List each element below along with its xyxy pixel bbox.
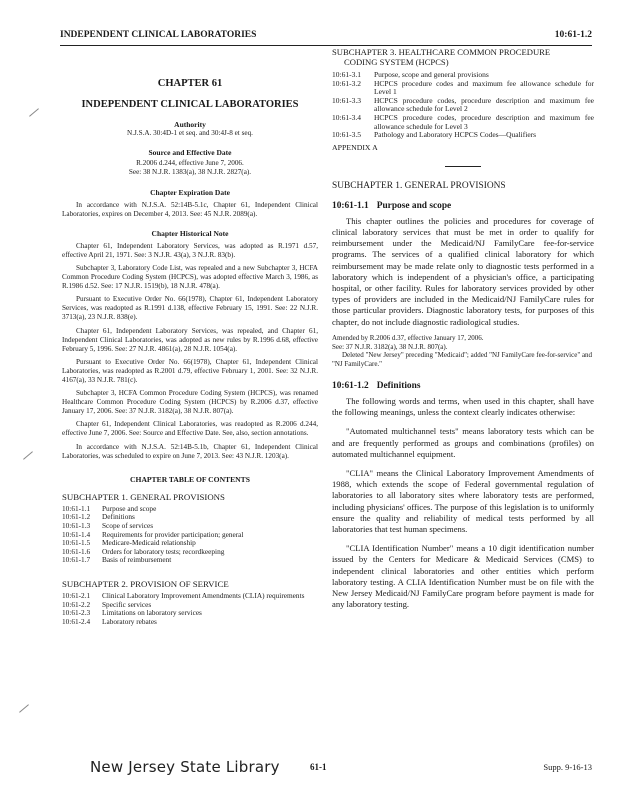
toc-item-number: 10:61-1.6 bbox=[62, 546, 91, 556]
toc-item-title: Specific services bbox=[102, 599, 152, 609]
section-title: Purpose and scope bbox=[376, 200, 452, 211]
toc-item-number: 10:61-1.5 bbox=[62, 538, 91, 548]
section-title: Definitions bbox=[376, 380, 421, 391]
margin-mark bbox=[19, 704, 29, 712]
toc-item-number: 10:61-2.2 bbox=[62, 599, 91, 609]
toc-item-title: Laboratory rebates bbox=[102, 616, 157, 626]
toc-item-title: Orders for laboratory tests; recordkeeping bbox=[102, 546, 225, 556]
toc-item-title: Pathology and Laboratory HCPCS Codes—Qualifiers bbox=[374, 130, 537, 140]
toc-item[interactable] bbox=[62, 548, 318, 557]
toc-item-number: 10:61-1.3 bbox=[62, 520, 91, 530]
definition-automated-multichannel-tests: "Automated multichannel tests" means laboratory tests which can be and are frequently performed as groups and combinations (profiles) on automated multichannel equipment. bbox=[332, 426, 594, 459]
history-note: Pursuant to Executive Order No. 66(1978), Chapter 61, Independent Laboratory Services, was readopted as R.1991 d.138, effective February 15, 1991. See: 22 N.J.R. 3713(a), 23 N.J.R. 838(e). bbox=[62, 295, 318, 322]
toc-item-number: 10:61-3.2 bbox=[332, 78, 361, 88]
authority-label: Authority bbox=[174, 120, 206, 129]
toc-item[interactable] bbox=[332, 80, 594, 97]
section-divider bbox=[445, 166, 481, 167]
toc-item-number: 10:61-1.7 bbox=[62, 555, 91, 565]
toc-item-title: Limitations on laboratory services bbox=[102, 608, 202, 618]
toc-item-title: Purpose, scope and general provisions bbox=[374, 70, 489, 79]
toc-item-number: 10:61-3.4 bbox=[332, 112, 361, 122]
toc-item-number: 10:61-1.2 bbox=[62, 512, 91, 522]
toc-item-title: HCPCS procedure codes and maximum fee allowance schedule for Level 1 bbox=[374, 78, 594, 97]
toc-item-title: Scope of services bbox=[102, 520, 154, 530]
definition-clia-identification-number: "CLIA Identification Number" means a 10 digit identification number issued by the Centers for Medicare & Medicaid Services (CMS) to independent clinical laboratories and other entities which perform laboratory testing. A CLIA Identification Number must be on file with the New Jersey Medicaid/NJ FamilyCare program before payment is made for any laboratory testing. bbox=[332, 543, 594, 610]
toc-item[interactable] bbox=[62, 505, 318, 514]
toc-subchapter-2-title: SUBCHAPTER 2. PROVISION OF SERVICE bbox=[62, 578, 229, 589]
toc-subchapter-3-list bbox=[332, 71, 594, 140]
toc-appendix[interactable]: APPENDIX A bbox=[332, 142, 378, 152]
section-number: 10:61-1.2 bbox=[332, 380, 369, 391]
toc-item-title: Basis of reimbursement bbox=[102, 555, 172, 565]
page-footer bbox=[60, 758, 592, 778]
history-label: Chapter Historical Note bbox=[151, 228, 229, 238]
right-column bbox=[332, 47, 594, 610]
history-note: In accordance with N.J.S.A. 52:14B-5.1b, Chapter 61, Independent Clinical Laboratories, was scheduled to expire on June 7, 2013. See: 43 N.J.R. 1203(a). bbox=[62, 442, 318, 460]
library-stamp-logo: New Jersey State Library bbox=[90, 758, 280, 776]
section-1-2-intro: The following words and terms, when used in this chapter, shall have the following meanings, unless the context clearly indicates otherwise: bbox=[332, 395, 594, 418]
history-note: Subchapter 3, HCFA Common Procedure Coding System (HCPCS), was renamed Healthcare Common Procedure Coding System (HCPCS) by R.2006 d.37, effective January 17, 2006. See: 37 N.J.R. 3182(a), 38 N.J.R. 807(a). bbox=[62, 389, 318, 416]
source-text: R.2006 d.244, effective June 7, 2006. bbox=[136, 159, 244, 168]
subchapter-1-title: SUBCHAPTER 1. GENERAL PROVISIONS bbox=[332, 180, 506, 191]
toc-item-number: 10:61-1.4 bbox=[62, 529, 91, 539]
toc-item[interactable] bbox=[62, 609, 318, 618]
toc-subchapter-1-title: SUBCHAPTER 1. GENERAL PROVISIONS bbox=[62, 491, 225, 502]
toc-subchapter-3-title-line2: CODING SYSTEM (HCPCS) bbox=[344, 57, 449, 67]
toc-item-title: Requirements for provider participation; general bbox=[102, 529, 244, 539]
history-note: Chapter 61, Independent Laboratory Services, was repealed, and Chapter 61, Independent Clinical Laboratories, was adopted as new rules by R.1996 d.68, effective February 5, 1996. See: 27 N.J.R. 4861(a), 28 N.J.R. 1054(a). bbox=[62, 326, 318, 353]
history-note: Subchapter 3, Laboratory Code List, was repealed and a new Subchapter 3, HCFA Common Procedure Coding System (HCPCS), was adopted effective March 3, 1986, as R.1986 d.52. See: 17 N.J.R. 1519(b), 18 N.J.R. 478(a). bbox=[62, 263, 318, 291]
section-number: 10:61-1.1 bbox=[332, 200, 369, 211]
amendment-line: Amended by R.2006 d.37, effective January 17, 2006. bbox=[332, 333, 484, 342]
expiration-text: In accordance with N.J.S.A. 52:14B-5.1c, Chapter 61, Independent Clinical Laboratories, expires on December 4, 2013. See: 45 N.J.R. 2089(a). bbox=[62, 200, 318, 218]
amendment-line: Deleted "New Jersey" preceding "Medicaid"; added "NJ FamilyCare fee-for-service" and "NJ FamilyCare." bbox=[332, 351, 593, 369]
toc-item-title: Definitions bbox=[102, 512, 135, 522]
toc-item-number: 10:61-1.1 bbox=[62, 503, 91, 513]
toc-item-number: 10:61-3.1 bbox=[332, 70, 361, 79]
toc-item-title: HCPCS procedure codes, procedure description and maximum fee allowance schedule for Level 2 bbox=[374, 95, 594, 114]
supplement-date: Supp. 9-16-13 bbox=[543, 762, 592, 772]
authority-text: N.J.S.A. 30:4D-1 et seq. and 30:4J-8 et seq. bbox=[127, 129, 253, 137]
margin-mark bbox=[29, 108, 39, 116]
amendment-note bbox=[332, 334, 594, 369]
toc-item[interactable] bbox=[62, 556, 318, 565]
left-column bbox=[62, 78, 318, 626]
toc-item-title: Medicare-Medicaid relationship bbox=[102, 538, 196, 548]
history-note: Chapter 61, Independent Clinical Laboratories, was readopted as R.2006 d.244, effective June 7, 2006. See: Source and Effective Date. See, also, section annotations. bbox=[62, 420, 318, 438]
toc-item-number: 10:61-3.5 bbox=[332, 130, 361, 140]
history-note: Pursuant to Executive Order No. 66(1978), Chapter 61, Independent Clinical Laboratories, was readopted as R.2001 d.79, effective February 1, 2001. See: 32 N.J.R. 4167(a), 33 N.J.R. 781(c). bbox=[62, 357, 318, 385]
toc-item[interactable] bbox=[332, 114, 594, 131]
header-section-number: 10:61-1.2 bbox=[554, 30, 592, 40]
toc-item-number: 10:61-3.3 bbox=[332, 95, 361, 105]
toc-heading: CHAPTER TABLE OF CONTENTS bbox=[130, 474, 250, 484]
section-1-1-body: This chapter outlines the policies and procedures for coverage of clinical laboratory services that must be met in order to qualify for reimbursement under the Medicaid/NJ FamilyCare fee-for-service programs. The services of a qualified clinical laboratory for which reimbursement may be made relate only to diagnostic tests performed in a laboratory which is independent of a physician's office, a participating hospital, or other facility. Rules for laboratory services provided by other types of providers are included in the Medicaid/NJ FamilyCare rules for those particular providers. Diagnostic laboratory tests, for purposes of this chapter, do not include diagnostic radiological studies. bbox=[332, 215, 594, 327]
toc-item[interactable] bbox=[62, 592, 318, 601]
toc-subchapter-2-list bbox=[62, 592, 318, 626]
amendment-line: See: 37 N.J.R. 3182(a), 38 N.J.R. 807(a). bbox=[332, 342, 448, 351]
history-note: Chapter 61, Independent Laboratory Services, was adopted as R.1971 d.57, effective April 21, 1971. See: 3 N.J.R. 43(a), 3 N.J.R. 83(b). bbox=[62, 241, 318, 259]
section-1-2-heading bbox=[332, 381, 594, 391]
toc-item-number: 10:61-2.3 bbox=[62, 608, 91, 618]
toc-item-number: 10:61-2.4 bbox=[62, 616, 91, 626]
toc-item-title: HCPCS procedure codes, procedure description and maximum fee allowance schedule for Level 3 bbox=[374, 112, 594, 131]
header-rule bbox=[60, 45, 592, 46]
toc-subchapter-3-title-line1: SUBCHAPTER 3. HEALTHCARE COMMON PROCEDURE bbox=[332, 47, 551, 57]
toc-item[interactable] bbox=[62, 513, 318, 522]
toc-subchapter-1-list bbox=[62, 505, 318, 565]
page-number: 61-1 bbox=[310, 762, 327, 772]
toc-item-title: Purpose and scope bbox=[102, 503, 157, 513]
toc-item-number: 10:61-2.1 bbox=[62, 590, 91, 600]
chapter-number: CHAPTER 61 bbox=[157, 78, 223, 89]
margin-mark bbox=[23, 451, 33, 459]
running-header bbox=[60, 30, 592, 44]
expiration-label: Chapter Expiration Date bbox=[150, 187, 230, 197]
toc-item[interactable] bbox=[332, 131, 594, 140]
header-title: INDEPENDENT CLINICAL LABORATORIES bbox=[60, 30, 257, 40]
chapter-title: INDEPENDENT CLINICAL LABORATORIES bbox=[81, 99, 299, 110]
source-see: See: 38 N.J.R. 1383(a), 38 N.J.R. 2827(a). bbox=[128, 168, 252, 177]
toc-item[interactable] bbox=[62, 618, 318, 627]
toc-item-title: Clinical Laboratory Improvement Amendments (CLIA) requirements bbox=[102, 590, 305, 600]
section-1-1-heading bbox=[332, 201, 594, 211]
source-label: Source and Effective Date bbox=[148, 148, 232, 158]
toc-subchapter-3-title bbox=[332, 47, 594, 67]
definition-clia: "CLIA" means the Clinical Laboratory Improvement Amendments of 1988, which extends the scope of Federal governmental regulation of laboratories to all laboratory sites where laboratory tests are performed, including physicians' offices. The purpose of this legislation is to uniformly ensure the quality and reliability of medical tests performed by all laboratories that test human specimens. bbox=[332, 467, 594, 534]
toc-item[interactable] bbox=[332, 97, 594, 114]
